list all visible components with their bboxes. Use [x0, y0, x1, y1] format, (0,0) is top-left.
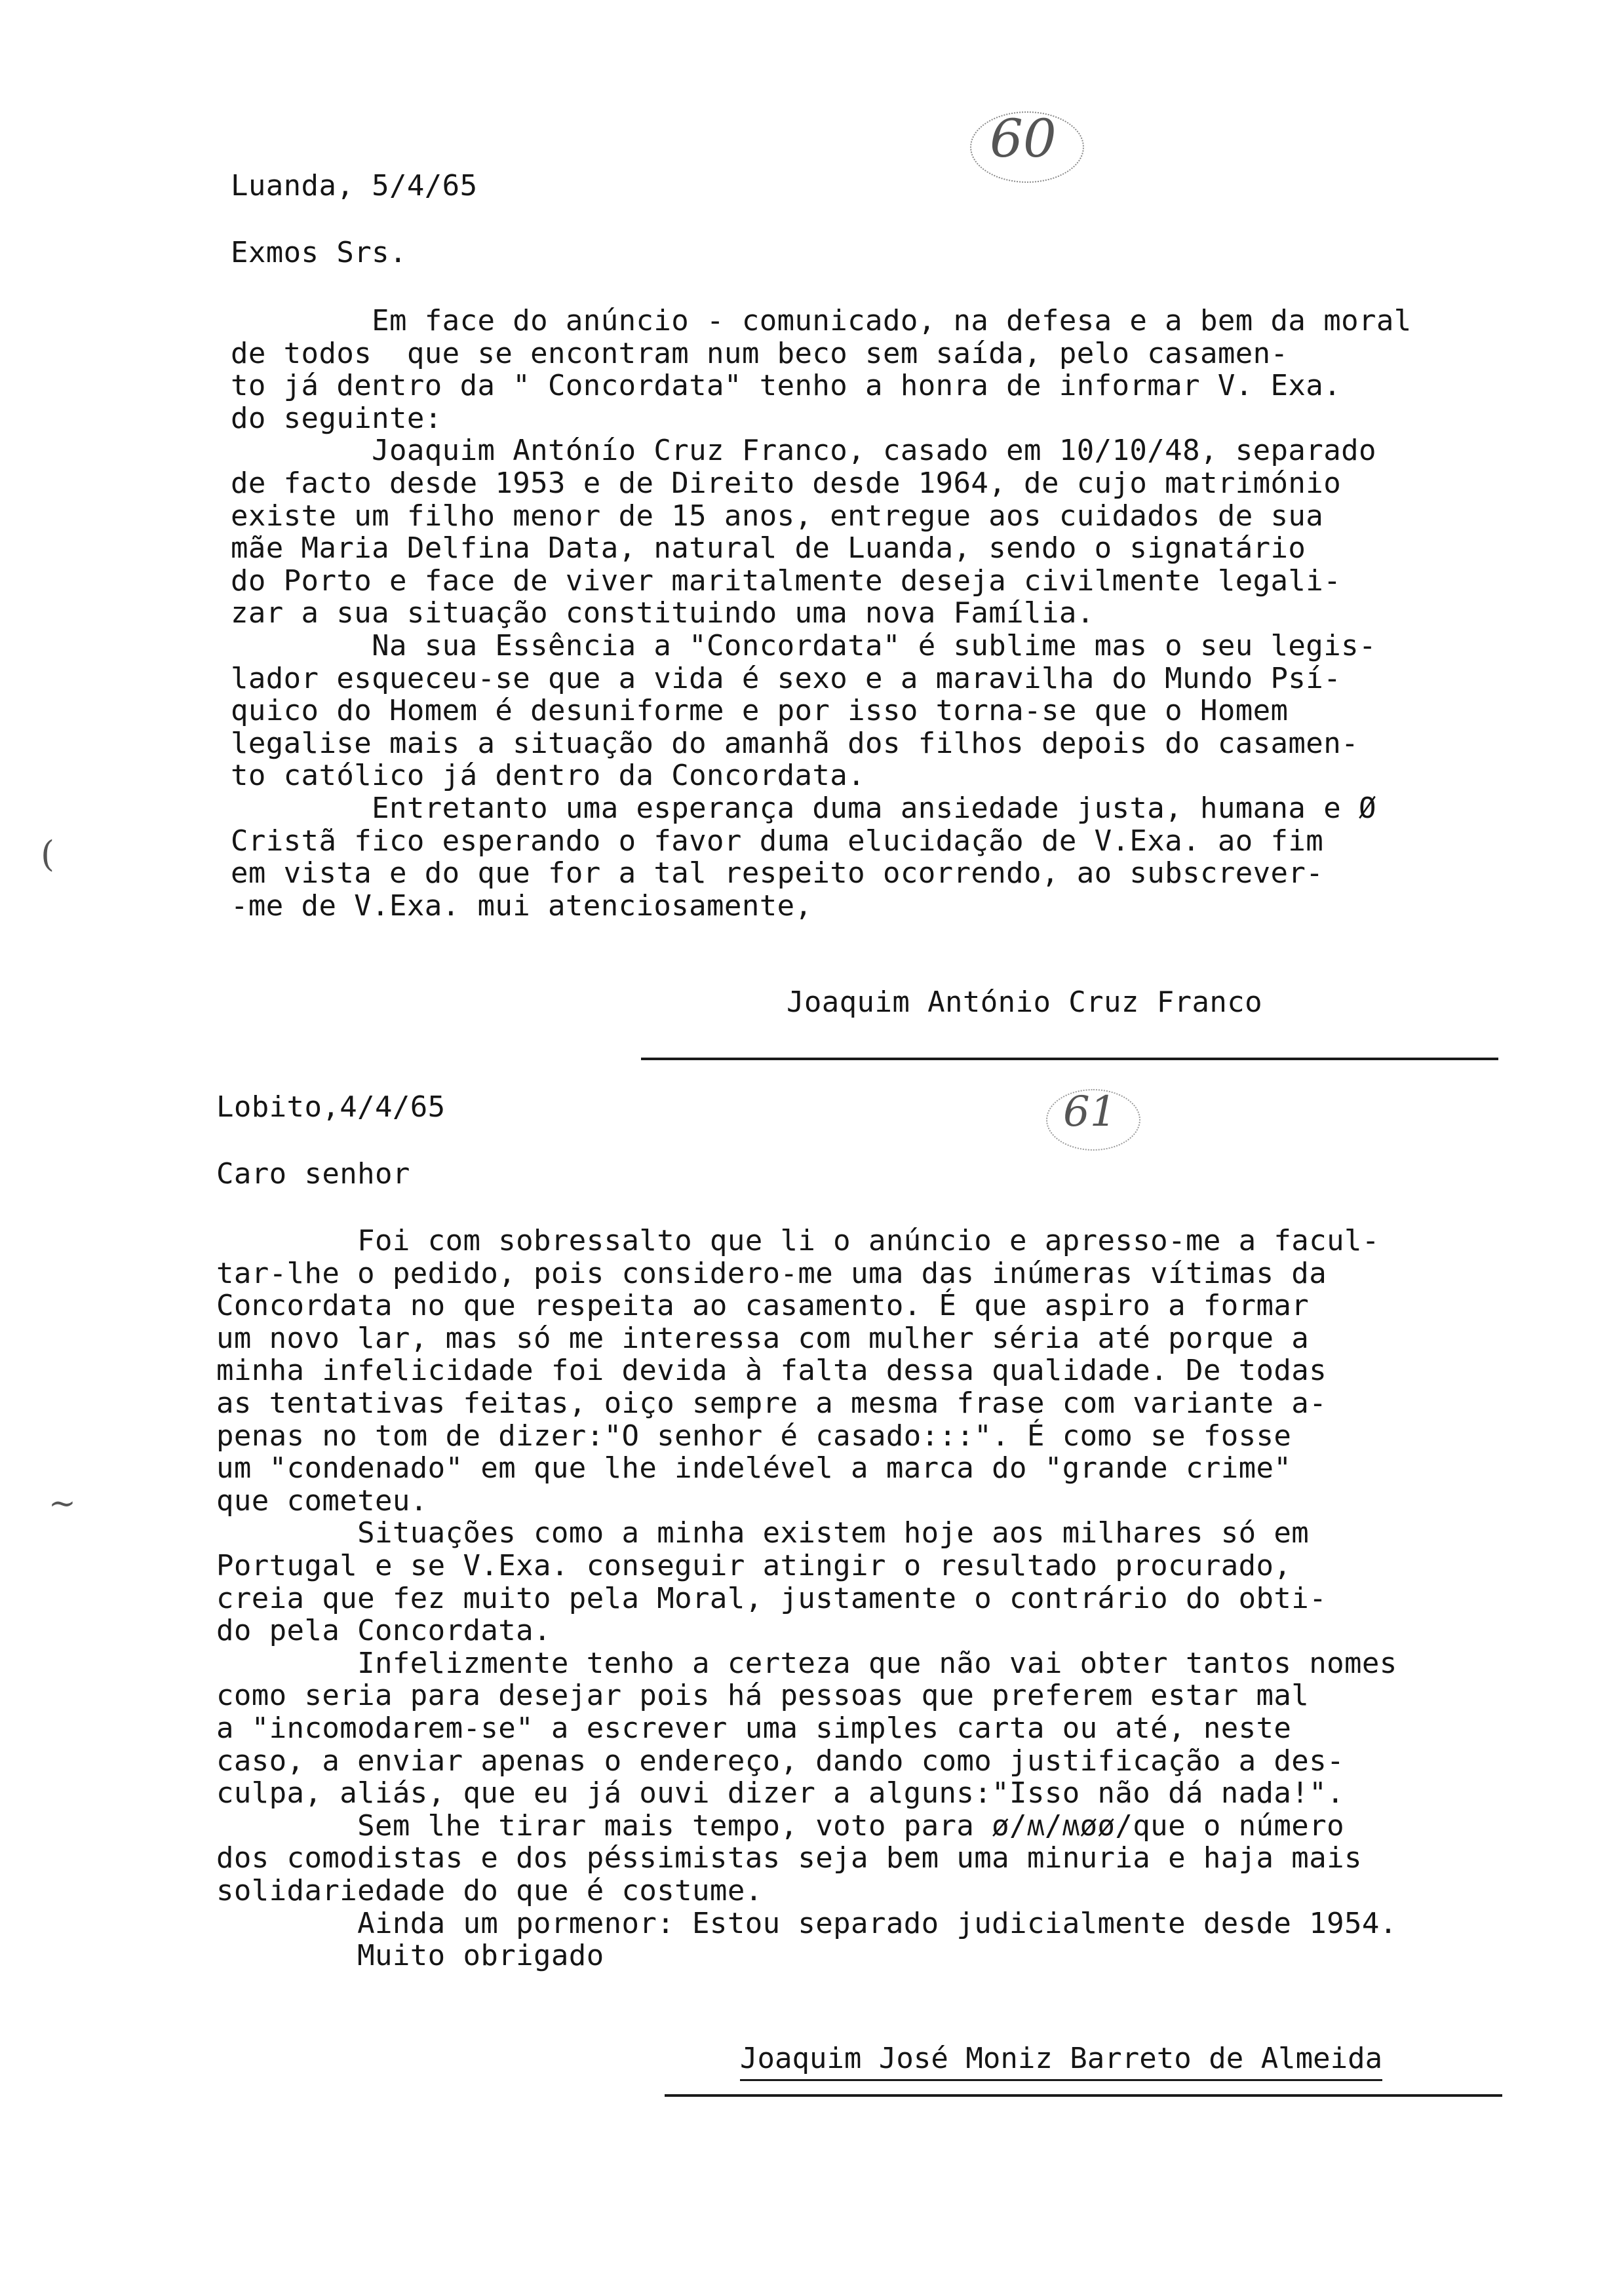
letter2-body-line: dos comodistas e dos péssimistas seja bem uma minuria e haja mais [216, 1841, 1362, 1875]
letter2-body-line: solidariedade do que é costume. [216, 1874, 763, 1907]
letter1-date: Luanda, 5/4/65 [231, 169, 478, 202]
letter1-signature: Joaquim António Cruz Franco [787, 985, 1263, 1019]
letter2-body-line: minha infelicidade foi devida à falta dessa qualidade. De todas [216, 1354, 1327, 1388]
letter2-body-line: Muito obrigado [216, 1939, 604, 1973]
letter1-body-line: legalise mais a situação do amanhã dos filhos depois do casamen- [231, 726, 1359, 760]
letter2-body-line: Portugal e se V.Exa. conseguir atingir o resultado procurado, [216, 1549, 1292, 1582]
letter1-body-line: do seguinte: [231, 401, 442, 435]
letter1-body-line: de facto desde 1953 e de Direito desde 1964, de cujo matrimónio [231, 467, 1342, 500]
letter1-body-line: do Porto e face de viver maritalmente deseja civilmente legali- [231, 564, 1342, 598]
letter2-body-line: que cometeu. [216, 1483, 428, 1518]
letter2-body-line: um "condenado" em que lhe indelével a marca do "grande crime" [216, 1451, 1292, 1485]
letter1-body-line: Joaquim Antónío Cruz Franco, casado em 10/10/48, separado [231, 434, 1376, 468]
divider-rule-2 [665, 2094, 1502, 2097]
letter2-body-line: Ainda um pormenor: Estou separado judicialmente desde 1954. [216, 1906, 1397, 1940]
letter1-salutation: Exmos Srs. [231, 236, 407, 269]
letter2-body-line: Concordata no que respeita ao casamento. É que aspiro a formar [216, 1289, 1310, 1323]
letter2-body-line: tar-lhe o pedido, pois considero-me uma das inúmeras vítimas da [216, 1256, 1327, 1290]
letter1-body-line: to já dentro da " Concordata" tenho a honra de informar V. Exa. [231, 369, 1342, 403]
divider-rule-1 [641, 1058, 1498, 1060]
letter2-body-line: a "incomodarem-se" a escrever uma simples carta ou até, neste [216, 1712, 1292, 1745]
letter2-body-line: caso, a enviar apenas o endereço, dando como justificação a des- [216, 1744, 1344, 1778]
letter1-body-line: lador esqueceu-se que a vida é sexo e a maravilha do Mundo Psí- [231, 661, 1342, 695]
letter2-body-line: um novo lar, mas só me interessa com mulher séria até porque a [216, 1321, 1310, 1355]
page-number-circle-2 [1046, 1089, 1140, 1151]
margin-mark: ( [41, 833, 55, 875]
letter2-body-line: as tentativas feitas, oiço sempre a mesma frase com variante a- [216, 1387, 1327, 1420]
letter1-body-line: quico do Homem é desuniforme e por isso torna-se que o Homem [231, 694, 1289, 728]
letter1-body-line: existe um filho menor de 15 anos, entregue aos cuidados de sua [231, 499, 1324, 533]
letter1-body-line: de todos que se encontram num beco sem saída, pelo casamen- [231, 336, 1289, 370]
page-number-61: 61 [1063, 1088, 1117, 1136]
letter2-signature-text: Joaquim José Moniz Barreto de Almeida [740, 2042, 1382, 2081]
letter2-body-line: culpa, aliás, que eu já ouvi dizer a alguns:"Isso não dá nada!". [216, 1776, 1344, 1810]
letter1-body-line: Na sua Essência a "Concordata" é sublime mas o seu legis- [231, 629, 1376, 662]
letter1-body-line: Em face do anúncio - comunicado, na defesa e a bem da moral [231, 304, 1412, 337]
page-number-60: 60 [990, 108, 1057, 169]
letter2-body-line: Foi com sobressalto que li o anúncio e apresso-me a facul- [216, 1224, 1380, 1257]
margin-mark-2: ~ [49, 1484, 76, 1522]
letter1-body-line: Cristã fico esperando o favor duma elucidação de V.Exa. ao fim [231, 824, 1324, 858]
letter1-body-line: mãe Maria Delfina Data, natural de Luanda, sendo o signatário [231, 531, 1306, 565]
letter2-body-line: penas no tom de dizer:"O senhor é casado:::". É como se fosse [216, 1419, 1292, 1453]
letter2-body-line: Situações como a minha existem hoje aos milhares só em [216, 1516, 1310, 1550]
letter2-date: Lobito,4/4/65 [216, 1090, 446, 1124]
letter2-signature [705, 2016, 1382, 2073]
letter1-body-line: to católico já dentro da Concordata. [231, 759, 866, 793]
letter1-body-line: em vista e do que for a tal respeito ocorrendo, ao subscrever- [231, 856, 1324, 890]
letter2-body-line: Sem lhe tirar mais tempo, voto para ø/ʍ/ʍøø/que o número [216, 1808, 1344, 1843]
letter2-body-line: creia que fez muito pela Moral, justamente o contrário do obti- [216, 1581, 1327, 1615]
letter2-salutation: Caro senhor [216, 1157, 410, 1191]
letter2-body-line: Infelizmente tenho a certeza que não vai obter tantos nomes [216, 1646, 1397, 1680]
letter2-body-line: do pela Concordata. [216, 1614, 551, 1648]
letter1-body-line: zar a sua situação constituindo uma nova Família. [231, 596, 1095, 630]
letter1-body-line: -me de V.Exa. mui atenciosamente, [231, 889, 813, 923]
letter1-body-line: Entretanto uma esperança duma ansiedade justa, humana e Ø [231, 792, 1376, 825]
page-number-circle [970, 111, 1084, 183]
letter2-body-line: como seria para desejar pois há pessoas que preferem estar mal [216, 1679, 1310, 1713]
